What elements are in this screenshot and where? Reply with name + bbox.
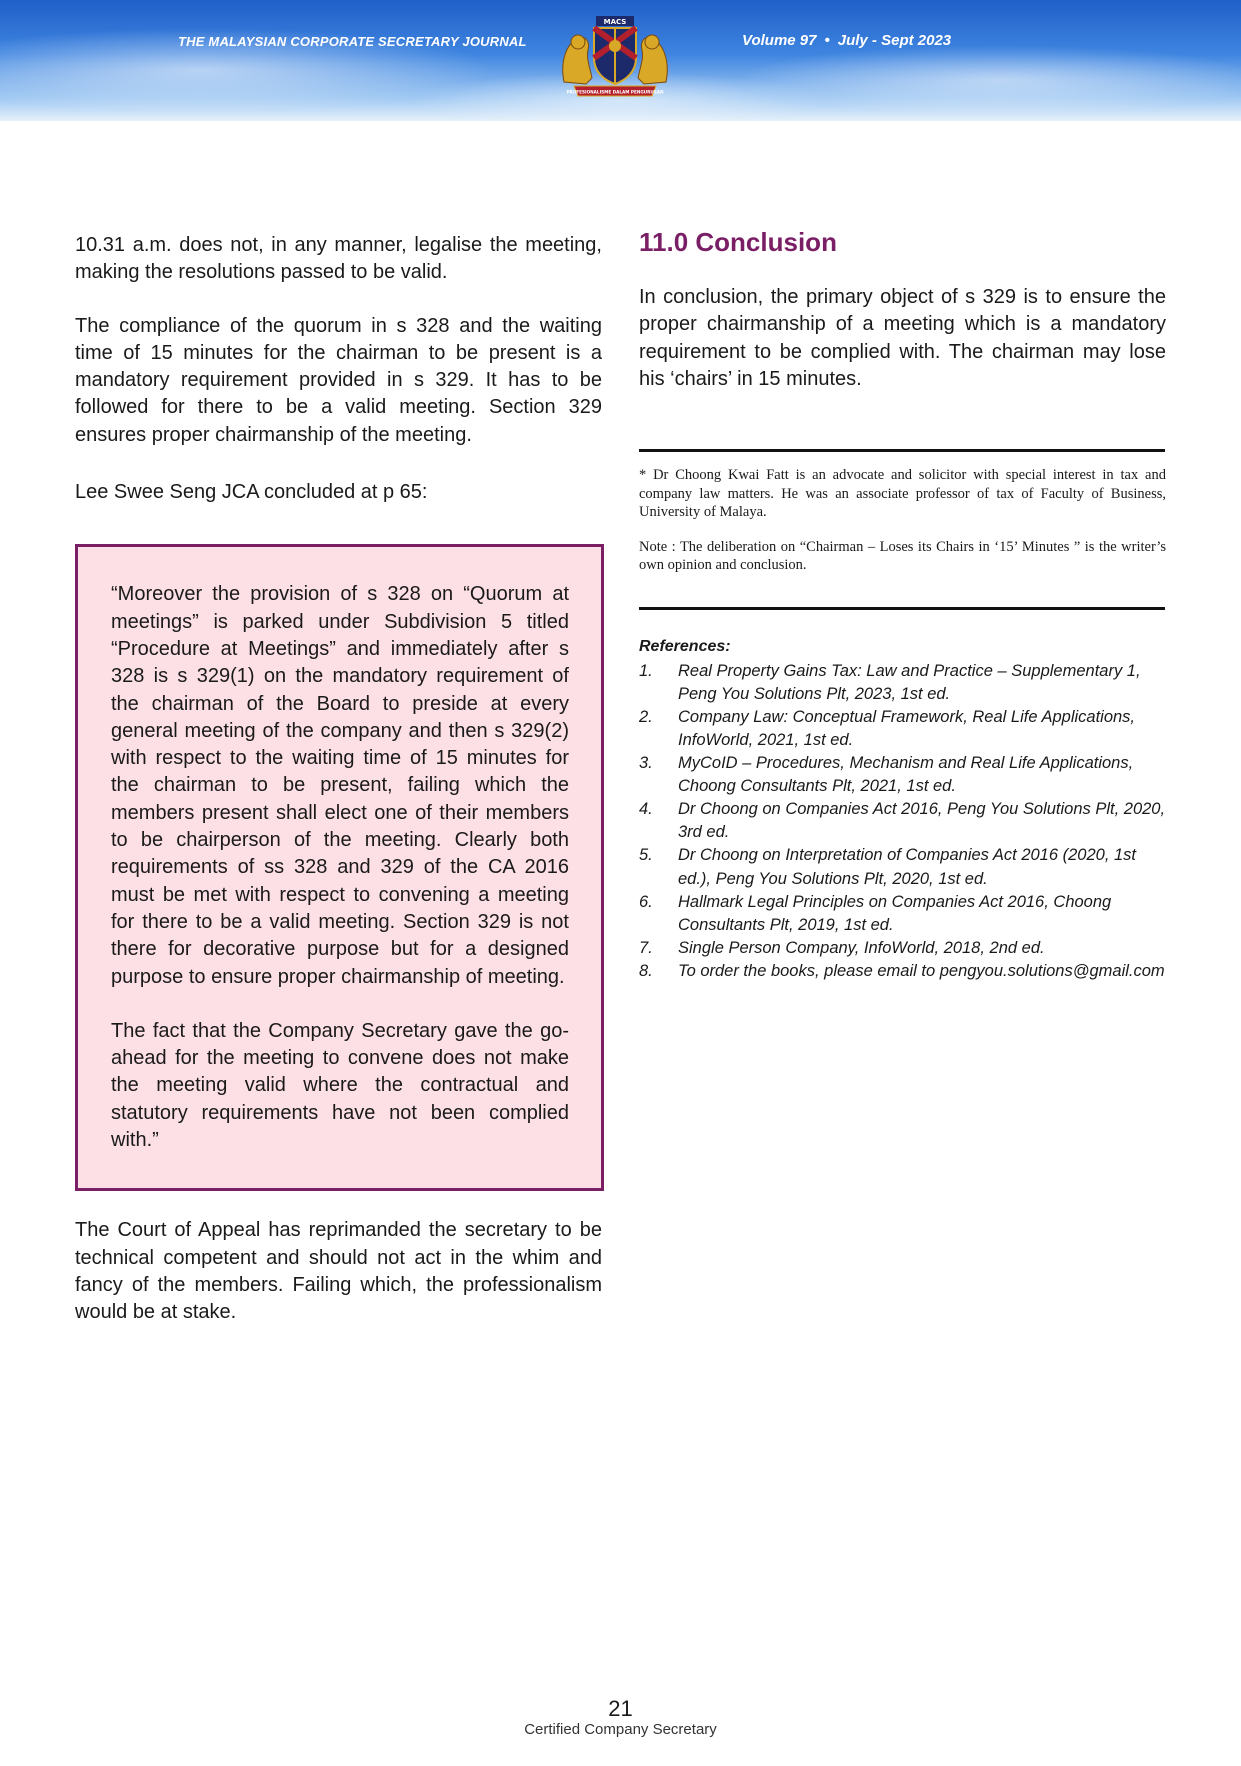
reference-number: 1.: [639, 661, 653, 680]
reference-text: Real Property Gains Tax: Law and Practice – Supplementary 1, Peng You Solutions Plt, 2023, 1st ed.: [678, 661, 1141, 703]
reference-number: 4.: [639, 800, 653, 819]
issue-period: July - Sept 2023: [837, 32, 952, 49]
reference-item: [639, 798, 1166, 844]
right-column: [639, 227, 1166, 983]
paragraph-2: The compliance of the quorum in s 328 and the waiting time of 15 minutes for the chairman to be present is a mandatory requirement provided in s 329. It has to be followed for there to be a valid meeting. Section 329 ensures proper chairmanship of the meeting.: [75, 314, 602, 446]
reference-number: 7.: [639, 938, 653, 957]
page-number: 21: [608, 1696, 633, 1721]
conclusion-paragraph: In conclusion, the primary object of s 329 is to ensure the proper chairmanship of a meeting which is a mandatory requirement to be complied with. The chairman may lose his ‘chairs’ in 15 minutes.: [639, 286, 1166, 390]
reference-text: Single Person Company, InfoWorld, 2018, 2nd ed.: [678, 938, 1045, 957]
volume-label: Volume 97: [742, 32, 817, 49]
references-list: [639, 660, 1166, 983]
author-footnote: * Dr Choong Kwai Fatt is an advocate and solicitor with special interest in tax and company law matters. He was an associate professor of tax of Faculty of Business, University of Malaya.: [639, 467, 1166, 521]
reference-number: 2.: [639, 707, 653, 726]
quote-paragraph-2: The fact that the Company Secretary gave the go-ahead for the meeting to convene does not make the meeting valid where the contractual and statutory requirements have not been complied with.”: [111, 1019, 569, 1152]
reference-number: 3.: [639, 754, 653, 773]
reference-item: [639, 960, 1166, 983]
quote-paragraph-1: “Moreover the provision of s 328 on “Quorum at meetings” is parked under Subdivision 5 titled “Procedure at Meetings” and immediately after s 328 is s 329(1) on the mandatory requirement of the chairman of the Board to preside at every general meeting of the company and then s 329(2) with respect to the waiting time of 15 minutes for the chairman to be present, failing which the members present shall elect one of their members to be chairperson of the meeting. Clearly both requirements of ss 328 and 329 of the CA 2016 must be met with respect to convening a meeting for there to be a valid meeting. Section 329 is not there for decorative purpose but for a designed purpose to ensure proper chairmanship of meeting.: [111, 583, 569, 988]
paragraph-4: The Court of Appeal has reprimanded the secretary to be technical competent and should not act in the whim and fancy of the members. Failing which, the professionalism would be at stake.: [75, 1219, 602, 1324]
journal-title: THE MALAYSIAN CORPORATE SECRETARY JOURNAL: [178, 34, 527, 49]
macs-crest-logo: [556, 12, 674, 100]
reference-number: 6.: [639, 892, 653, 911]
divider-top: [639, 449, 1165, 452]
reference-text: Company Law: Conceptual Framework, Real Life Applications, InfoWorld, 2021, 1st ed.: [678, 707, 1136, 749]
separator-dot: •: [824, 32, 830, 49]
disclaimer-note: Note : The deliberation on “Chairman – Loses its Chairs in ‘15’ Minutes ” is the writer’s own opinion and conclusion.: [639, 538, 1166, 574]
svg-text:MACS: MACS: [603, 18, 627, 26]
header-banner: [0, 0, 1241, 121]
reference-item: [639, 706, 1166, 752]
section-heading: 11.0 Conclusion: [639, 227, 837, 257]
reference-number: 8.: [639, 961, 653, 980]
left-column: [75, 232, 602, 1327]
reference-text: Dr Choong on Companies Act 2016, Peng You Solutions Plt, 2020, 3rd ed.: [678, 800, 1166, 842]
paragraph-3: Lee Swee Seng JCA concluded at p 65:: [75, 481, 428, 504]
reference-text: To order the books, please email to pengyou.solutions@gmail.com: [678, 961, 1165, 980]
reference-item: [639, 752, 1166, 798]
reference-text: Hallmark Legal Principles on Companies Act 2016, Choong Consultants Plt, 2019, 1st ed.: [678, 892, 1112, 934]
svg-text:PROFESIONALISME DALAM PENGURUS: PROFESIONALISME DALAM PENGURUSAN: [566, 89, 664, 95]
judgment-quote-box: [75, 544, 604, 1191]
reference-text: Dr Choong on Interpretation of Companies Act 2016 (2020, 1st ed.), Peng You Solutions Plt, 2020, 1st ed.: [678, 846, 1136, 888]
reference-text: MyCoID – Procedures, Mechanism and Real Life Applications, Choong Consultants Plt, 2021, 1st ed.: [678, 754, 1134, 796]
reference-item: [639, 844, 1166, 890]
reference-item: [639, 891, 1166, 937]
reference-item: [639, 660, 1166, 706]
publication-footer: Certified Company Secretary: [524, 1721, 717, 1738]
issue-info: [742, 32, 951, 49]
reference-number: 5.: [639, 846, 653, 865]
references-title: References:: [639, 637, 731, 655]
paragraph-1: 10.31 a.m. does not, in any manner, legalise the meeting, making the resolutions passed to be valid.: [75, 234, 602, 284]
divider-bottom: [639, 607, 1165, 610]
reference-item: [639, 937, 1166, 960]
